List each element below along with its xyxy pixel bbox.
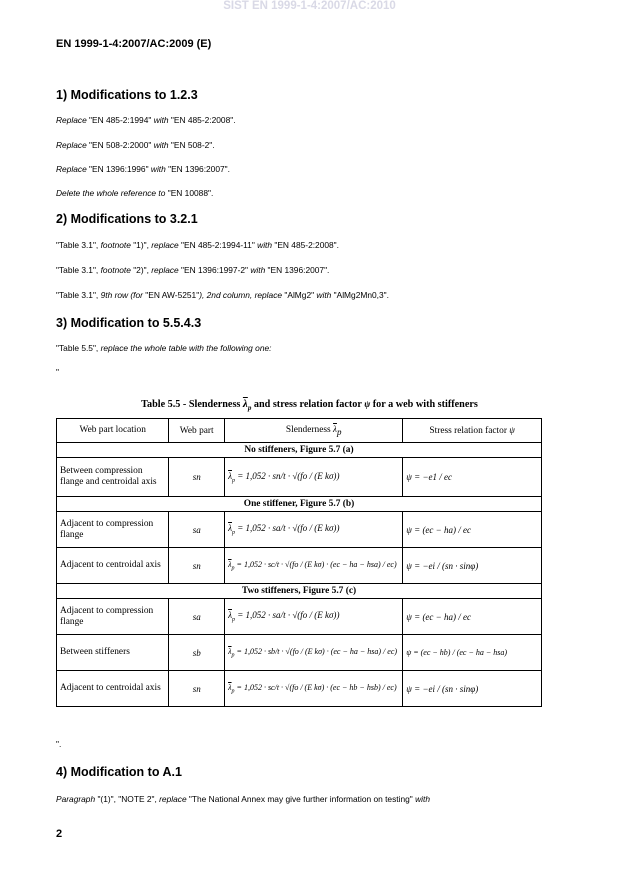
- sec1-line-2: Replace "EN 508-2:2000" with "EN 508-2".: [56, 140, 215, 150]
- row-stress-formula: ψ = (ec − hb) / (ec − ha − hsa): [403, 635, 542, 671]
- page-number: 2: [56, 828, 63, 840]
- sec1-line-4: Delete the whole reference to "EN 10088".: [56, 188, 214, 198]
- section-1-heading: 1) Modifications to 1.2.3: [56, 88, 198, 102]
- row-web-part: sn: [169, 671, 225, 707]
- row-slenderness-formula: $\overline{\lambda}_p = 1,052 \cdot sn/t \cdot √(fo / (E$ kσ)): [225, 458, 403, 497]
- row-location: Adjacent to compression flange: [57, 599, 169, 635]
- row-slenderness-formula: $\overline{\lambda}_p = 1,052 \cdot sa/t \cdot √(fo / (E$ kσ)): [225, 512, 403, 548]
- section-3-heading: 3) Modification to 5.5.4.3: [56, 316, 202, 330]
- row-slenderness-formula: $\overline{\lambda}_p = 1,052 \cdot sc/t \cdot √(fo / (E$ kσ) · (ec − hb − hsb) / ec): [225, 671, 403, 707]
- header-stress: Stress relation factor ψ: [403, 419, 542, 443]
- row-stress-formula: ψ = (ec − ha) / ec: [403, 599, 542, 635]
- sec1-line-3: Replace "EN 1396:1996" with "EN 1396:2007".: [56, 164, 230, 174]
- row-location: Adjacent to centroidal axis: [57, 548, 169, 584]
- row-location: Adjacent to centroidal axis: [57, 671, 169, 707]
- table-row: [57, 458, 542, 497]
- sec2-line-1: "Table 3.1", footnote "1)", replace "EN 485-2:1994-11" with "EN 485-2:2008".: [56, 240, 339, 250]
- header-location: Web part location: [57, 419, 169, 443]
- row-web-part: sn: [169, 458, 225, 497]
- row-slenderness-formula: $\overline{\lambda}_p = 1,052 \cdot sa/t \cdot √(fo / (E$ kσ)): [225, 599, 403, 635]
- table-row: [57, 599, 542, 635]
- open-quote: ": [56, 367, 59, 377]
- section-4-heading: 4) Modification to A.1: [56, 765, 182, 779]
- section-no-stiffeners: No stiffeners, Figure 5.7 (a): [57, 443, 542, 458]
- row-location: Between stiffeners: [57, 635, 169, 671]
- row-stress-formula: ψ = −ei / (sn · sinφ): [403, 671, 542, 707]
- sec2-line-2: "Table 3.1", footnote "2)", replace "EN 1396:1997-2" with "EN 1396:2007".: [56, 265, 330, 275]
- table-row: [57, 548, 542, 584]
- row-stress-formula: ψ = (ec − ha) / ec: [403, 512, 542, 548]
- row-web-part: sa: [169, 599, 225, 635]
- section-one-stiffener: One stiffener, Figure 5.7 (b): [57, 497, 542, 512]
- row-slenderness-formula: $\overline{\lambda}_p = 1,052 \cdot sb/t \cdot √(fo / (E$ kσ) · (ec − ha − hsa) / ec): [225, 635, 403, 671]
- header-web-part: Web part: [169, 419, 225, 443]
- watermark: SIST EN 1999-1-4:2007/AC:2010: [223, 0, 396, 12]
- row-location: Between compression flange and centroidal axis: [57, 458, 169, 497]
- section-two-stiffeners: Two stiffeners, Figure 5.7 (c): [57, 584, 542, 599]
- close-quote: ".: [56, 739, 62, 749]
- sec2-line-3: "Table 3.1", 9th row (for "EN AW-5251"), 2nd column, replace "AlMg2" with "AlMg2Mn0,3".: [56, 290, 389, 300]
- row-slenderness-formula: $\overline{\lambda}_p = 1,052 \cdot sc/t \cdot √(fo / (E$ kσ) · (ec − ha − hsa) / ec): [225, 548, 403, 584]
- table-row: [57, 635, 542, 671]
- row-stress-formula: ψ = −ei / (sn · sinφ): [403, 548, 542, 584]
- section-2-heading: 2) Modifications to 3.2.1: [56, 212, 198, 226]
- row-stress-formula: ψ = −e1 / ec: [403, 458, 542, 497]
- table-caption: Table 5.5 - Slenderness $\overline{\lambda}_p$ and stress relation factor ψ for a web with stiffeners: [141, 398, 478, 413]
- sec3-line-1: "Table 5.5", replace the whole table with the following one:: [56, 343, 272, 353]
- table-row: [57, 671, 542, 707]
- row-web-part: sb: [169, 635, 225, 671]
- sec1-line-1: Replace "EN 485-2:1994" with "EN 485-2:2008".: [56, 115, 236, 125]
- row-location: Adjacent to compression flange: [57, 512, 169, 548]
- slenderness-table: [56, 418, 542, 707]
- table-header-row: [57, 419, 542, 443]
- sec4-line-1: Paragraph "(1)", "NOTE 2", replace "The National Annex may give further information on testing" with: [56, 794, 430, 804]
- header-slenderness: Slenderness $\overline{\lambda}_p$: [225, 419, 403, 443]
- row-web-part: sa: [169, 512, 225, 548]
- table-row: [57, 512, 542, 548]
- row-web-part: sn: [169, 548, 225, 584]
- document-id: EN 1999-1-4:2007/AC:2009 (E): [56, 38, 212, 50]
